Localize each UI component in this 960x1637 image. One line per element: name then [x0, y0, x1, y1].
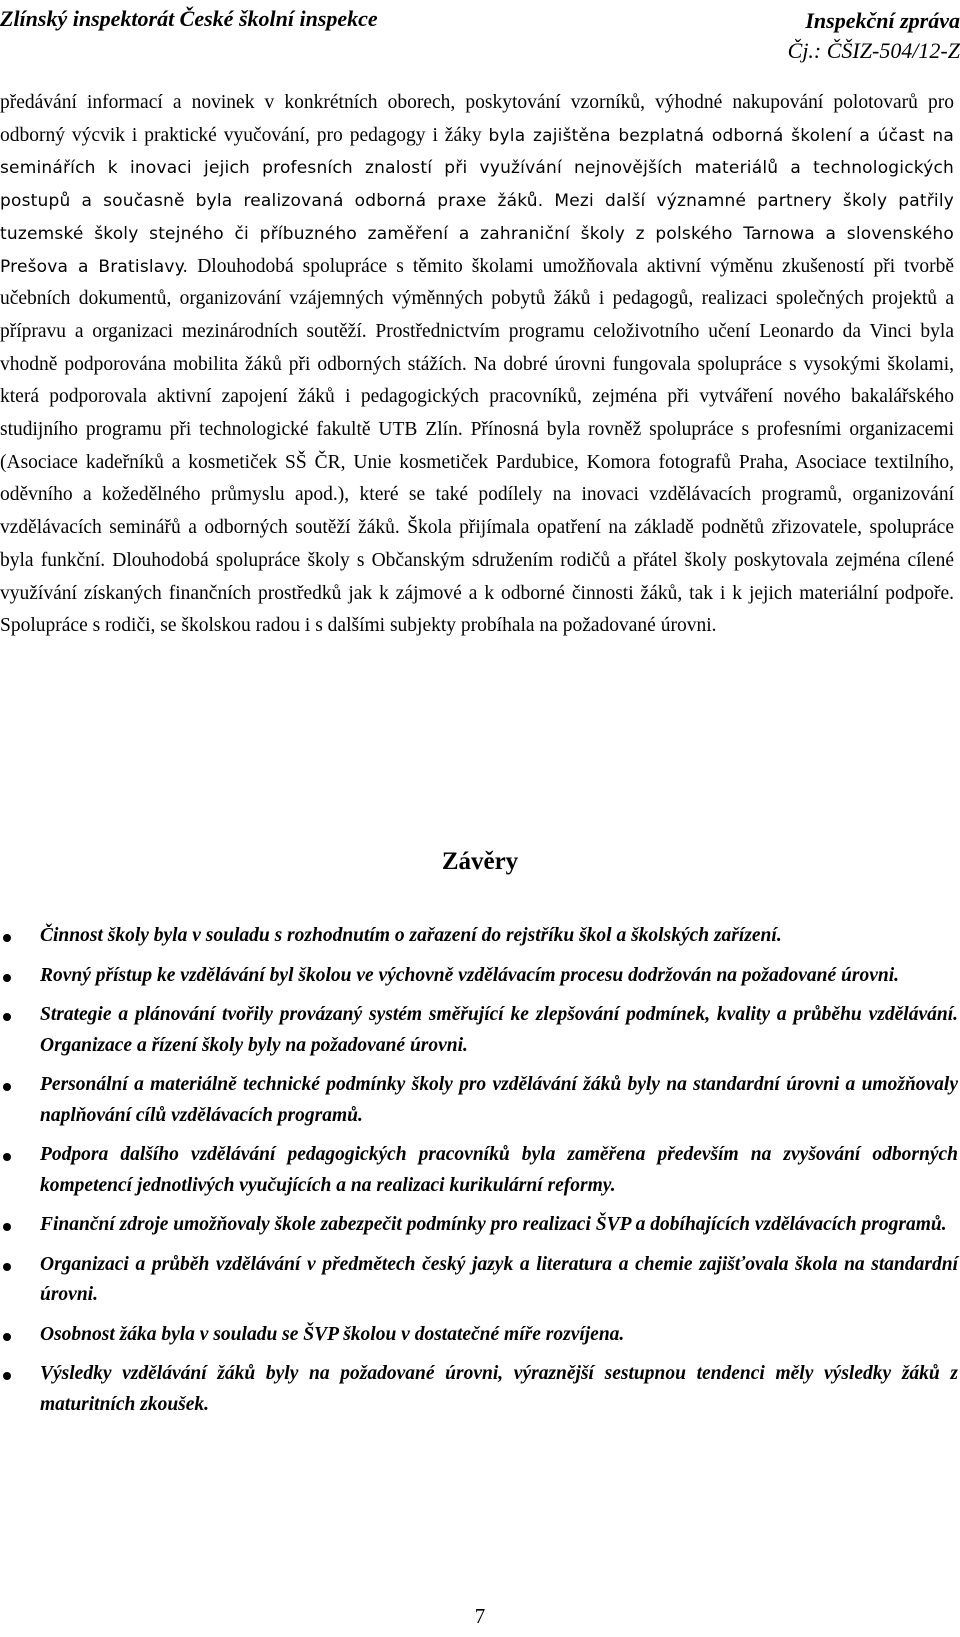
- paragraph-part-2: byla zajištěna bezplatná odborná školení a účast na seminářích k inovaci jejich profesních znalostí při využívání nejnovějších materiálů a technologických postupů a současně byla realizovaná odborná praxe žáků. Mezi další významné partnery školy patřily tuzemské školy stejného či příbuzného zaměření a zahraniční školy z polského Tarnowa a slovenského Prešova a Bratislavy.: [0, 125, 954, 277]
- inspectorate-title: Zlínský inspektorát České školní inspekce: [0, 6, 378, 31]
- conclusion-item: [0, 921, 958, 952]
- conclusion-item: [0, 1250, 958, 1311]
- conclusion-text: Podpora dalšího vzdělávání pedagogických pracovníků byla zaměřena především na zvyšování odborných kompetencí jednotlivých vyučujících a na realizaci kurikulární reformy.: [40, 1144, 958, 1196]
- conclusion-item: [0, 1000, 958, 1061]
- reference-number: Čj.: ČŠIZ-504/12-Z: [787, 38, 960, 63]
- conclusion-item: [0, 1140, 958, 1201]
- header-right: [788, 6, 960, 66]
- bullet-icon: [3, 1153, 11, 1161]
- conclusion-item: [0, 961, 958, 992]
- conclusion-item: [0, 1070, 958, 1131]
- bullet-icon: [3, 974, 11, 982]
- bullet-icon: [3, 1372, 11, 1380]
- body-paragraph: [0, 87, 954, 643]
- bullet-icon: [3, 1223, 11, 1231]
- conclusion-text: Strategie a plánování tvořily provázaný systém směřující ke zlepšování podmínek, kvality a průběhu vzdělávání. Organizace a řízení školy byly na požadované úrovni.: [40, 1004, 958, 1056]
- conclusion-text: Finanční zdroje umožňovaly škole zabezpečit podmínky pro realizaci ŠVP a dobíhajících vzdělávacích programů.: [40, 1214, 947, 1235]
- conclusion-text: Výsledky vzdělávání žáků byly na požadované úrovni, výraznější sestupnou tendenci měly výsledky žáků z maturitních zkoušek.: [40, 1363, 958, 1415]
- conclusions-heading: Závěry: [441, 848, 519, 875]
- bullet-icon: [3, 1263, 11, 1271]
- conclusion-item: [0, 1359, 958, 1420]
- conclusions-list: [0, 921, 958, 1429]
- report-title: Inspekční zpráva: [805, 8, 960, 33]
- conclusion-text: Osobnost žáka byla v souladu se ŠVP školou v dostatečné míře rozvíjena.: [40, 1323, 625, 1345]
- paragraph-part-1: předávání informací a novinek v konkrétních oborech, poskytování vzorníků, výhodné nakupování polotovarů pro odborný výcvik i praktické vyučování, pro pedagogy i žáky: [0, 92, 954, 146]
- conclusion-text: Personální a materiálně technické podmínky školy pro vzdělávání žáků byly na standardní úrovni a umožňovaly naplňování cílů vzdělávacích programů.: [40, 1074, 958, 1126]
- paragraph-part-3: Dlouhodobá spolupráce s těmito školami umožňovala aktivní výměnu zkušeností při tvorbě učebních dokumentů, organizování vzájemných výměnných pobytů žáků i pedagogů, realizaci společných projektů a přípravu a organizaci mezinárodních soutěží. Prostřednictvím programu celoživotního učení Leonardo da Vinci byla vhodně podporována mobilita žáků při odborných stážích. Na dobré úrovni fungovala spolupráce s vysokými školami, která podporovala aktivní zapojení žáků i pedagogických pracovníků, zejména při vytváření nového bakalářského studijního programu při technologické fakultě UTB Zlín. Přínosná byla rovněž spolupráce s profesními organizacemi (Asociace kadeřníků a kosmetiček SŠ ČR, Unie kosmetiček Pardubice, Komora fotografů Praha, Asociace textilního, oděvního a kožedělného průmyslu apod.), které se také podílely na inovaci vzdělávacích programů, organizování vzdělávacích seminářů a odborných soutěží žáků. Škola přijímala opatření na základě podnětů zřizovatele, spolupráce byla funkční. Dlouhodobá spolupráce školy s Občanským sdružením rodičů a přátel školy poskytovala zejména cílené využívání získaných finančních prostředků jak k zájmové a k odborné činnosti žáků, tak i k jejich materiální podpoře. Spolupráce s rodiči, se školskou radou i s dalšími subjekty probíhala na požadované úrovni.: [0, 255, 954, 637]
- conclusion-text: Rovný přístup ke vzdělávání byl školou ve výchovně vzdělávacím procesu dodržován na požadované úrovni.: [40, 964, 900, 986]
- conclusion-text: Organizaci a průběh vzdělávání v předmětech český jazyk a literatura a chemie zajišťovala škola na standardní úrovni.: [40, 1253, 958, 1305]
- page-header: [0, 4, 960, 64]
- bullet-icon: [3, 1083, 11, 1091]
- bullet-icon: [3, 1013, 11, 1021]
- conclusion-item: [0, 1210, 958, 1241]
- conclusion-text: Činnost školy byla v souladu s rozhodnutím o zařazení do rejstříku škol a školských zařízení.: [40, 925, 782, 946]
- conclusion-item: [0, 1320, 958, 1351]
- bullet-icon: [3, 1333, 11, 1341]
- bullet-icon: [3, 934, 11, 942]
- page-number: 7: [474, 1604, 486, 1628]
